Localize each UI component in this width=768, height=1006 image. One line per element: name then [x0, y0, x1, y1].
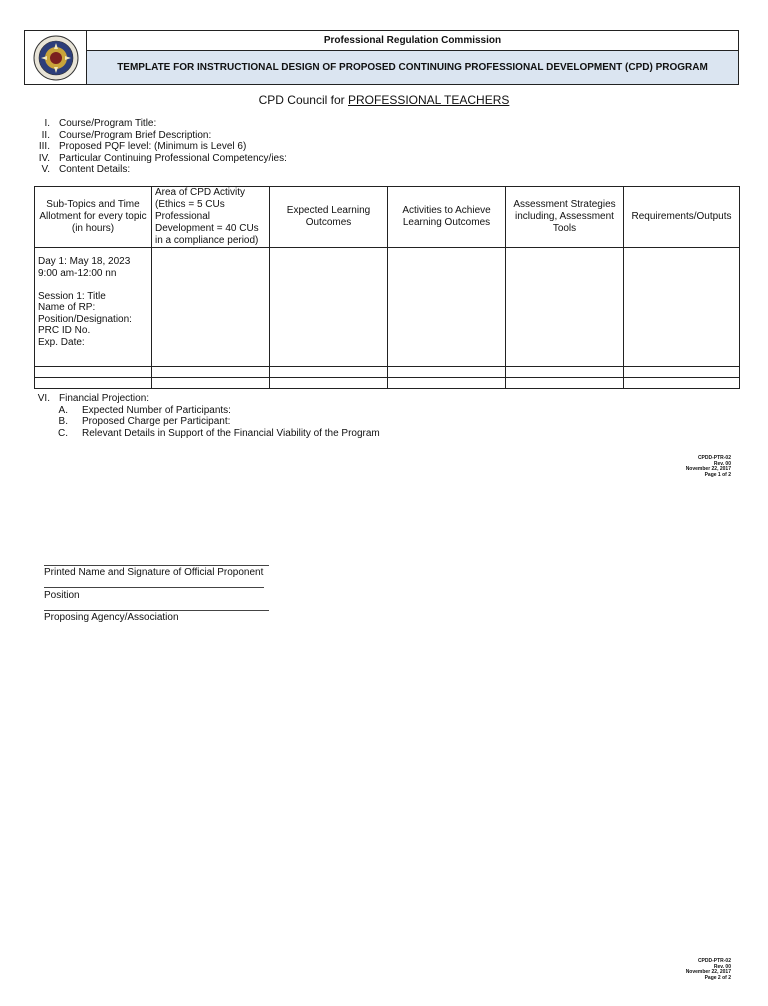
table-row — [35, 367, 740, 378]
footer-date: November 22, 2017 — [685, 969, 731, 975]
financial-item-num: B. — [58, 416, 68, 427]
outline-item — [24, 164, 424, 176]
table-cell — [270, 378, 388, 389]
footer-page: Page 1 of 2 — [704, 471, 731, 478]
session-exp: Exp. Date: — [38, 336, 85, 348]
position-line — [44, 587, 264, 588]
signature-agency-label: Proposing Agency/Association — [44, 612, 179, 623]
outline-text: Course/Program Title: — [59, 118, 157, 129]
financial-item-num: C. — [58, 427, 68, 439]
table-cell — [35, 378, 152, 389]
financial-item — [24, 416, 524, 428]
outline-num: III. — [38, 141, 50, 152]
table-cell — [152, 378, 270, 389]
financial-item-text: Expected Number of Participants: — [82, 404, 231, 416]
table-cell — [506, 378, 624, 389]
prc-seal-icon — [33, 35, 79, 81]
col-header-cpd-area: Area of CPD Activity (Ethics = 5 CUs Professional Development = 40 CUs in a compliance period) — [152, 187, 270, 248]
footer-page: Page 2 of 2 — [704, 974, 731, 981]
footer-code: CPDD-PTR-02 — [697, 958, 731, 964]
table-cell — [388, 367, 506, 378]
outline-text: Particular Continuing Professional Competency/ies: — [59, 152, 287, 164]
table-row — [35, 378, 740, 389]
footer-rev: Rev. 00 — [713, 460, 731, 467]
outline-text: Content Details: — [59, 164, 131, 175]
table-cell — [270, 248, 388, 367]
financial-item-num: A. — [58, 404, 68, 416]
table-cell — [35, 367, 152, 378]
session-time: 9:00 am-12:00 nn — [38, 267, 117, 279]
document-title: TEMPLATE FOR INSTRUCTIONAL DESIGN OF PROPOSED CONTINUING PROFESSIONAL DEVELOPMENT (CPD) PROGRAM — [87, 51, 738, 84]
col-header-outcomes: Expected Learning Outcomes — [270, 187, 388, 248]
table-cell — [624, 367, 740, 378]
table-cell — [624, 378, 740, 389]
table-header-row — [35, 187, 740, 248]
outline-num: II. — [41, 129, 50, 141]
council-heading — [0, 93, 768, 107]
outline-item — [24, 130, 424, 142]
financial-heading — [24, 393, 524, 405]
logo-cell — [25, 31, 87, 84]
signature-position-label: Position — [44, 590, 80, 601]
table-cell — [388, 378, 506, 389]
outline-num: IV. — [38, 152, 50, 164]
outline-text: Course/Program Brief Description: — [59, 129, 212, 141]
agency-line — [44, 610, 269, 611]
financial-item — [24, 428, 524, 440]
financial-num: VI. — [37, 393, 50, 404]
col-header-requirements: Requirements/Outputs — [624, 187, 740, 248]
page-footer-2 — [611, 959, 731, 981]
signature-line — [44, 565, 269, 566]
outline-item — [24, 118, 424, 130]
council-profession: PROFESSIONAL TEACHERS — [348, 93, 510, 107]
footer-rev: Rev. 00 — [713, 963, 731, 970]
financial-item — [24, 405, 524, 417]
table-cell — [624, 248, 740, 367]
col-header-activities: Activities to Achieve Learning Outcomes — [388, 187, 506, 248]
session-rp: Name of RP: — [38, 302, 96, 313]
outline-item — [24, 141, 424, 153]
org-name: Professional Regulation Commission — [87, 31, 738, 51]
outline-item — [24, 153, 424, 165]
signature-name-label: Printed Name and Signature of Official Proponent — [44, 567, 264, 578]
financial-item-text: Proposed Charge per Participant: — [82, 416, 231, 427]
col-header-assessment: Assessment Strategies including, Assessment Tools — [506, 187, 624, 248]
outline-text: Proposed PQF level: (Minimum is Level 6) — [59, 141, 247, 152]
session-prc-id: PRC ID No. — [38, 325, 91, 336]
session-cell — [35, 248, 152, 367]
document-header — [24, 30, 739, 85]
table-cell — [152, 367, 270, 378]
financial-projection — [24, 393, 524, 439]
page-footer-1 — [611, 456, 731, 478]
table-cell — [388, 248, 506, 367]
outline-list — [24, 118, 424, 176]
table-cell — [506, 248, 624, 367]
session-day: Day 1: May 18, 2023 — [38, 256, 131, 267]
table-cell — [506, 367, 624, 378]
table-cell — [270, 367, 388, 378]
financial-item-text: Relevant Details in Support of the Financial Viability of the Program — [82, 427, 380, 439]
table-row — [35, 248, 740, 367]
footer-code: CPDD-PTR-02 — [697, 455, 731, 461]
session-position: Position/Designation: — [38, 313, 132, 325]
outline-num: I. — [44, 118, 50, 129]
content-details-table — [34, 186, 740, 389]
council-prefix: CPD Council for — [258, 93, 348, 107]
table-cell — [152, 248, 270, 367]
outline-num: V. — [41, 164, 50, 175]
session-title: Session 1: Title — [38, 290, 106, 302]
financial-title: Financial Projection: — [59, 393, 150, 404]
footer-date: November 22, 2017 — [685, 466, 731, 472]
col-header-subtopics: Sub-Topics and Time Allotment for every topic (in hours) — [35, 187, 152, 248]
